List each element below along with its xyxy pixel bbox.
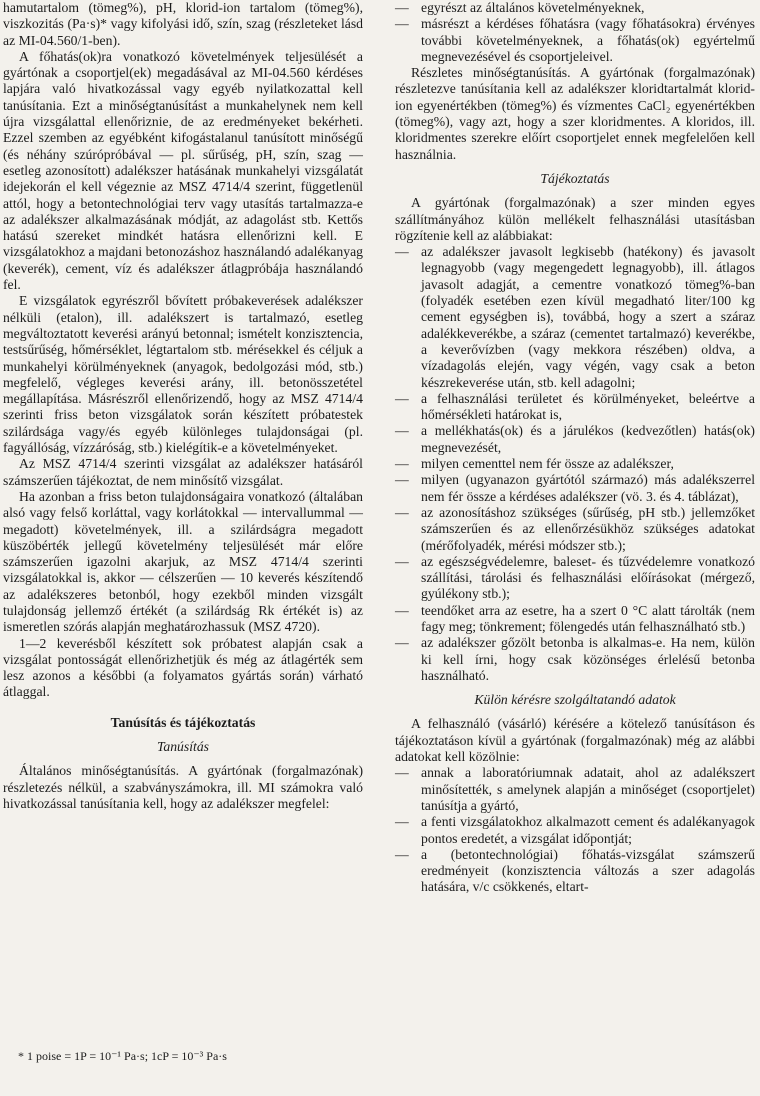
paragraph-detailed-cert: Részletes minőségtanúsítás. A gyártónak (forgalmazónak) részletezve tanúsítania kell az adalékszer kloridtartalmát klorid-ion egyenértékben (tömeg%) és vízmentes CaCl₂ egyenértékben (tömeg%), vagy azt, hogy a szer kloridmentes. A kloridos, ill. kloridmentes szerekre előírt csoportjelet ennek megfelelően kell használnia.: [395, 65, 755, 162]
list-item: — az adalékszer gőzölt betonba is alkalmas-e. Ha nem, külön ki kell írni, hogy csak közönséges érlelésű betonba használható.: [395, 635, 755, 684]
list-item: — az adalékszer javasolt legkisebb (hatékony) és javasolt legnagyobb (vagy megengedett legnagyobb), ill. átlagos javasolt adagját, a cementre vonatkozó tömeg%-ban (folyadék esetében ezen kívül megadható liter/100 kg cement egységben is), továbbá, hogy a szert a száraz adalékkeverékbe, a száraz (cementet tartalmazó) keverékbe, a keverővízben (vagy mekkora részében) oldva, a vízadagolás elején, vagy végén, vagy csak a beton készrekeverése után, stb. kell adagolni;: [395, 244, 755, 391]
paragraph-cont: hamutartalom (tömeg%), pH, klorid-ion tartalom (tömeg%), viszkozitás (Pa·s)* vagy kifolyási idő, szín, szag (részleteket lásd az MI-04.560/1-ben).: [3, 0, 363, 48]
list-item: — annak a laboratóriumnak adatait, ahol az adalékszert minősítették, s amelynek alapján a minőséget (csoportjelet) tanúsítja a gyártó,: [395, 765, 755, 814]
subsection-heading-extra: Külön kérésre szolgáltatandó adatok: [474, 692, 676, 708]
list-item: — a felhasználási területet és körülményeket, beleértve a hőmérsékleti határokat is,: [395, 391, 755, 424]
list-item: — teendőket arra az esetre, ha a szert 0 °C alatt tárolták (nem fagy meg; tönkrement; fölengedés után felhasználható stb.): [395, 603, 755, 636]
list-item: — milyen (ugyanazon gyártótól származó) más adalékszerrel nem fér össze a kérdéses adalékszer (vö. 3. és 4. táblázat),: [395, 472, 755, 505]
info-list: [395, 244, 755, 684]
list-item: — a mellékhatás(ok) és a járulékos (kedvezőtlen) hatás(ok) megnevezését,: [395, 423, 755, 456]
left-column: [3, 0, 363, 812]
paragraph-info-intro: A gyártónak (forgalmazónak) a szer minden egyes szállítmányához külön mellékelt felhasználási utasításban rögzítenie kell az alábbiakat:: [395, 195, 755, 243]
paragraph-test-mixes: E vizsgálatok egyrészről bővített próbakeverések adalékszer nélküli (etalon), ill. adalékszert is tartalmazó, esetleg megváltoztatott keverési arányú betonnal; ismételt konzisztencia, testsűrűség, hőmérséklet, légtartalom stb. mérésekkel és céljuk a munkahelyi körülményeknek (anyagok, bedolgozási mód, stb.) megfelelő, végleges keverési arány, ill. betonösszetétel megállapítása. Másrészről ellenőrizendő, hogy az MSZ 4714/4 szerinti friss beton vizsgálatok során készített próbatestek szilárdsága vagy/és egyéb különleges tulajdonságai (pl. fagyállóság, vízzáróság, stb.) kielégítik-e a követelményeket.: [3, 293, 363, 456]
extra-list: [395, 765, 755, 895]
paragraph-sample-count: 1—2 keverésből készített sok próbatest alapján csak a vizsgálat pontosságát ellenőrizhetjük és még az átlagérték sem lesz azonos a későbbi (a folyamatos gyártás során) várható átlaggal.: [3, 635, 363, 700]
list-item: — a (betontechnológiai) főhatás-vizsgálat számszerű eredményeit (konzisztencia változás a szer adagolás hatására, v/c csökkenés, eltart-: [395, 847, 755, 896]
paragraph-msz-info: Az MSZ 4714/4 szerinti vizsgálat az adalékszer hatásáról számszerűen tájékoztat, de nem minősítő vizsgálat.: [3, 456, 363, 488]
list-item: — az egészségvédelemre, baleset- és tűzvédelemre vonatkozó szállítási, tárolási és felhasználási előírásokat (mérgező, gyúlékony stb.);: [395, 554, 755, 603]
paragraph-main-effects: A főhatás(ok)ra vonatkozó követelmények teljesülését a gyártónak a csoportjel(ek) megadásával az MI-04.560 kérdéses lapjára való hivatkozással vagy egyéb nyilatkozattal kell tanúsítania. Ezt a minőségtanúsítást a munkahelynek nem kell újra vizsgálattal ellenőriznie, de az eredményeket bekérheti. Ezzel szemben az egyébként kifogástalanul tanúsított minőségű (és néhány szúrópróbával — pl. sűrűség, pH, szín, szag — esetleg azonosított) adalékszer hatásának munkahelyi vizsgálatát idejekorán el kell végeznie az MSZ 4714/4 szerint, függetlenül attól, hogy a betontechnológiai terv vagy utasítás tartalmazza-e az adalékszer alkalmazásának módját, az adagolást stb. Kettős hatású szereket mindkét hatásra ellenőrizni kell. E vizsgálatokhoz a majdani betonozáshoz használandó adalékanyag (keverék), cement, víz és adalékszer átlagpróbája használandó fel.: [3, 48, 363, 293]
section-heading: Tanúsítás és tájékoztatás: [110, 714, 256, 730]
paragraph-fresh-concrete: Ha azonban a friss beton tulajdonságaira vonatkozó (általában alsó vagy felső korláttal, vagy korlátokkal — intervallummal — megadott) követelmények, ill. a szilárdságra megadott küszöbérték jellegű követelmény teljesülését már előre számszerűen igazolni akarjuk, az MSZ 4714/4 szerinti vizsgálatokkal is, akkor — célszerűen — 10 keverés készítendő az adalékszeres betonból, hogy ezekből minden vizsgált tulajdonság jellemző értékét (a szilárdság Rk értékét is) az ismeretlen szórás alapján meghatározhassuk (MSZ 4720).: [3, 488, 363, 635]
subsection-heading-info: Tájékoztatás: [540, 170, 610, 186]
requirements-list: [395, 0, 755, 65]
right-column: [395, 0, 755, 896]
paragraph-extra-intro: A felhasználó (vásárló) kérésére a kötelező tanúsításon és tájékoztatáson kívül a gyártónak (forgalmazónak) még az alábbi adatokat kell közölnie:: [395, 716, 755, 765]
list-item: — milyen cementtel nem fér össze az adalékszer,: [395, 456, 755, 472]
paragraph-general-cert: Általános minőségtanúsítás. A gyártónak (forgalmazónak) részletezés nélkül, a szabványszámokra, ill. MI számokra való hivatkozással tanúsítania kell, hogy az adalékszer megfelel:: [3, 763, 363, 811]
list-item: — másrészt a kérdéses főhatásra (vagy főhatásokra) érvényes további követelményeknek, a főhatás(ok) egyértelmű megnevezésével és csoportjeleivel.: [395, 16, 755, 65]
list-item: — egyrészt az általános követelményeknek,: [395, 0, 755, 16]
footnote: * 1 poise = 1P = 10⁻¹ Pa·s; 1cP = 10⁻³ Pa·s: [18, 1049, 227, 1063]
list-item: — az azonosításhoz szükséges (sűrűség, pH stb.) jellemzőket számszerűen és az ellenőrzésükhöz szükséges adatokat (mérőfolyadék, mérési módszer stb.);: [395, 505, 755, 554]
subsection-heading: Tanúsítás: [157, 739, 209, 755]
list-item: — a fenti vizsgálatokhoz alkalmazott cement és adalékanyagok pontos eredetét, a vizsgálat időpontját;: [395, 814, 755, 847]
